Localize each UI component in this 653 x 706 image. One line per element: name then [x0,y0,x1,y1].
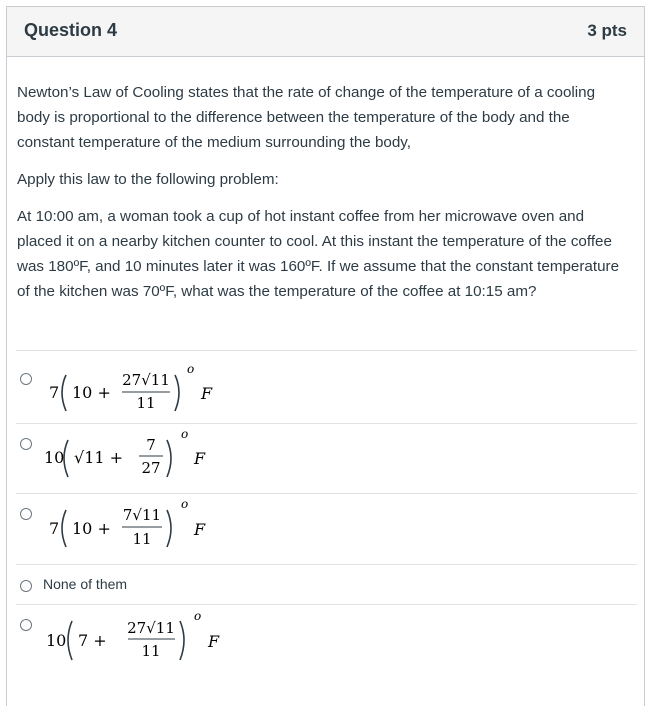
fraction-numerator: 27√11 [127,619,175,637]
formula-unit: F [194,520,206,539]
degree-symbol: o [181,428,189,441]
right-paren [167,440,171,477]
question-title: Question 4 [24,20,118,40]
answer-option[interactable] [16,564,637,604]
formula-term: 10 + [72,519,111,538]
formula-coefficient: 10 [46,631,67,650]
left-paren [64,440,68,477]
answer-formula [36,609,236,671]
right-paren [180,621,184,660]
formula-unit: F [208,632,220,651]
degree-symbol: o [181,498,189,511]
formula-unit: F [201,384,213,403]
degree-symbol: o [187,363,195,376]
answer-formula [36,498,236,558]
radio-button[interactable] [20,580,32,592]
fraction-denominator: 11 [132,530,152,548]
right-paren [167,510,171,547]
fraction-denominator: 27 [141,459,161,477]
radio-button[interactable] [20,373,32,385]
formula-coefficient: 7 [49,519,60,538]
formula-term: 7 + [78,631,107,650]
answer-formula [36,363,236,421]
fraction-numerator: 7√11 [122,506,162,524]
formula-term: √11 + [74,448,124,467]
left-paren [62,510,66,547]
answer-option[interactable] [16,423,637,493]
fraction-numerator: 27√11 [122,371,170,389]
left-paren [62,375,66,411]
answer-option[interactable] [16,604,637,694]
degree-symbol: o [194,609,202,623]
formula-unit: F [194,449,206,468]
right-paren [175,375,179,411]
question-body [17,80,627,316]
fraction-numerator: 7 [146,436,156,454]
question-points: 3 pts [587,21,627,40]
fraction-denominator: 11 [136,394,156,412]
radio-button[interactable] [20,438,32,450]
answer-option[interactable] [16,350,637,423]
fraction-denominator: 11 [141,642,161,660]
question-paragraph: At 10:00 am, a woman took a cup of hot instant coffee from her microwave oven and placed it on a nearby kitchen counter to cool. At this instant the temperature of the coffee was 180ºF, and 10 minutes later it was 160ºF. If we assume that the constant temperature of the kitchen was 70ºF, what was the temperature of the coffee at 10:15 am? [17,208,620,300]
radio-button[interactable] [20,508,32,520]
answer-text: None of them [43,576,128,592]
question-paragraph: Apply this law to the following problem: [17,171,279,188]
radio-button[interactable] [20,619,32,631]
question-paragraph: Newton’s Law of Cooling states that the rate of change of the temperature of a cooling body is proportional to the difference between the temperature of the body and the constant temperature of the medium surrounding the body, [17,84,596,151]
formula-coefficient: 10 [44,448,65,467]
formula-term: 10 + [72,383,111,402]
answer-option[interactable] [16,493,637,564]
left-paren [68,621,72,660]
answer-list [0,350,653,694]
formula-coefficient: 7 [49,383,60,402]
question-header [7,7,644,57]
answer-formula [36,428,236,488]
